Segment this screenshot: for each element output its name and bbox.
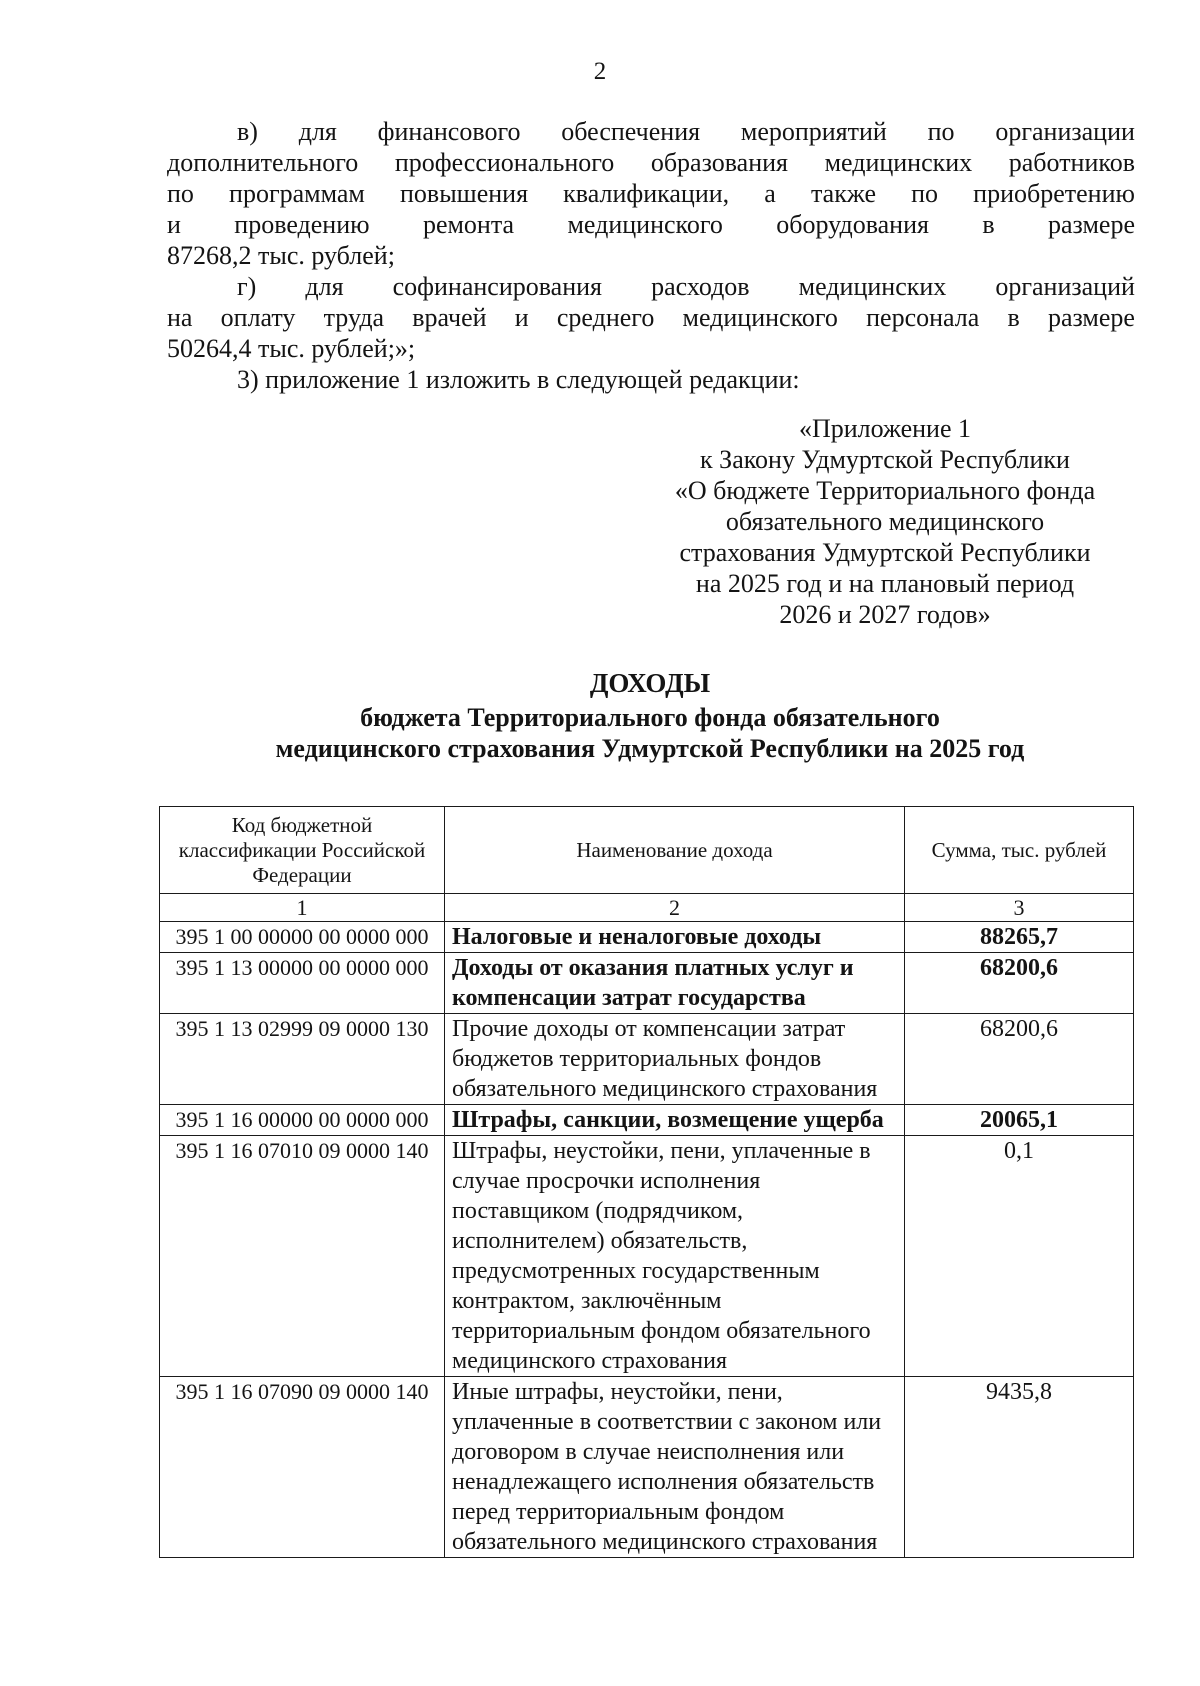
document-title: [160, 668, 1140, 764]
word: профессионального: [394, 148, 615, 177]
word: г): [237, 272, 257, 301]
title-subtitle-line-1: бюджета Территориального фонда обязательного: [360, 703, 940, 732]
paragraph-line: [167, 209, 1135, 240]
paragraph-v: [167, 116, 1135, 271]
cell-name: Иные штрафы, неустойки, пени, уплаченные в соответствии с законом или договором в случае неисполнения или ненадлежащего исполнения обязательств перед территориальным фондом обязательного медицинского страхования: [445, 1377, 905, 1558]
cell-amount: 9435,8: [905, 1377, 1134, 1558]
word: работников: [1008, 148, 1135, 177]
column-number-3: 3: [905, 894, 1134, 922]
appendix-line: 2026 и 2027 годов»: [779, 600, 991, 629]
word: размере: [1047, 303, 1135, 332]
word: персонала: [866, 303, 980, 332]
word: для: [305, 272, 344, 301]
cell-amount: 68200,6: [905, 1014, 1134, 1105]
header-amount: Сумма, тыс. рублей: [905, 807, 1134, 894]
word: медицинских: [798, 272, 947, 301]
cell-code: 395 1 16 07090 09 0000 140: [160, 1377, 445, 1558]
column-number-row: [160, 894, 1134, 922]
word: по: [167, 179, 194, 208]
table-header-row: [160, 807, 1134, 894]
cell-amount: 20065,1: [905, 1105, 1134, 1136]
paragraph-line: [167, 271, 1135, 302]
table-body: [160, 922, 1134, 1558]
word: финансового: [377, 117, 521, 146]
word: ремонта: [422, 210, 515, 239]
cell-amount: 88265,7: [905, 922, 1134, 953]
word: программам: [229, 179, 365, 208]
word: на: [167, 303, 193, 332]
word: оборудования: [776, 210, 929, 239]
table-row: [160, 1377, 1134, 1558]
cell-code: 395 1 13 00000 00 0000 000: [160, 953, 445, 1014]
table-row: [160, 1136, 1134, 1377]
header-name: Наименование дохода: [445, 807, 905, 894]
appendix-line: к Закону Удмуртской Республики: [700, 445, 1070, 474]
word: квалификации,: [563, 179, 730, 208]
appendix-line: страхования Удмуртской Республики: [679, 538, 1091, 567]
word: организаций: [995, 272, 1135, 301]
word: для: [298, 117, 337, 146]
word: дополнительного: [167, 148, 359, 177]
body-text: [167, 116, 1135, 395]
word: и: [167, 210, 181, 239]
word: размере: [1048, 210, 1135, 239]
table-row: [160, 1105, 1134, 1136]
appendix-line: «О бюджете Территориального фонда: [674, 476, 1096, 505]
word: софинансирования: [392, 272, 603, 301]
table-row: [160, 1014, 1134, 1105]
cell-amount: 0,1: [905, 1136, 1134, 1377]
paragraph-line: [167, 147, 1135, 178]
word: в): [237, 117, 258, 146]
word: расходов: [651, 272, 750, 301]
appendix-reference: [640, 413, 1130, 630]
word: медицинских: [824, 148, 973, 177]
word: приобретению: [973, 179, 1135, 208]
word: обеспечения: [561, 117, 701, 146]
appendix-line: обязательного медицинского: [725, 507, 1045, 536]
word: также: [810, 179, 876, 208]
word: медицинского: [567, 210, 723, 239]
appendix-line: на 2025 год и на плановый период: [695, 569, 1075, 598]
cell-name: Штрафы, санкции, возмещение ущерба: [445, 1105, 905, 1136]
cell-amount: 68200,6: [905, 953, 1134, 1014]
word: образования: [650, 148, 788, 177]
paragraph-line: 87268,2 тыс. рублей;: [167, 241, 395, 270]
word: оплату: [220, 303, 296, 332]
paragraph-g: [167, 271, 1135, 364]
word: организации: [995, 117, 1135, 146]
page-number: 2: [593, 58, 607, 85]
appendix-line: «Приложение 1: [798, 414, 972, 443]
income-table: [159, 806, 1134, 1558]
word: а: [764, 179, 776, 208]
cell-name: Штрафы, неустойки, пени, уплаченные в случае просрочки исполнения поставщиком (подрядчиком, исполнителем) обязательств, предусмотренных государственным контрактом, заключённым территориальным фондом обязательного медицинского страхования: [445, 1136, 905, 1377]
title-main: ДОХОДЫ: [589, 668, 711, 698]
paragraph-line: 50264,4 тыс. рублей;»;: [167, 334, 416, 363]
cell-code: 395 1 13 02999 09 0000 130: [160, 1014, 445, 1105]
cell-code: 395 1 16 00000 00 0000 000: [160, 1105, 445, 1136]
cell-name: Налоговые и неналоговые доходы: [445, 922, 905, 953]
word: врачей: [412, 303, 487, 332]
title-subtitle-line-2: медицинского страхования Удмуртской Республики на 2025 год: [275, 734, 1025, 763]
paragraph-item3: [167, 364, 1135, 395]
cell-code: 395 1 16 07010 09 0000 140: [160, 1136, 445, 1377]
paragraph-line: [167, 178, 1135, 209]
word: труда: [323, 303, 385, 332]
word: медицинского: [682, 303, 838, 332]
word: в: [1007, 303, 1020, 332]
cell-name: Доходы от оказания платных услуг и компенсации затрат государства: [445, 953, 905, 1014]
table-row: [160, 922, 1134, 953]
paragraph-line: 3) приложение 1 изложить в следующей редакции:: [237, 365, 800, 394]
word: по: [927, 117, 955, 146]
paragraph-line: [167, 116, 1135, 147]
paragraph-line: [167, 302, 1135, 333]
column-number-1: 1: [160, 894, 445, 922]
header-code: Код бюджетной классификации Российской Федерации: [160, 807, 445, 894]
column-number-2: 2: [445, 894, 905, 922]
word: по: [911, 179, 939, 208]
table-row: [160, 953, 1134, 1014]
word: повышения: [400, 179, 529, 208]
word: проведению: [234, 210, 370, 239]
cell-code: 395 1 00 00000 00 0000 000: [160, 922, 445, 953]
word: в: [982, 210, 995, 239]
word: среднего: [556, 303, 655, 332]
word: мероприятий: [740, 117, 887, 146]
word: и: [514, 303, 529, 332]
cell-name: Прочие доходы от компенсации затрат бюджетов территориальных фондов обязательного медицинского страхования: [445, 1014, 905, 1105]
